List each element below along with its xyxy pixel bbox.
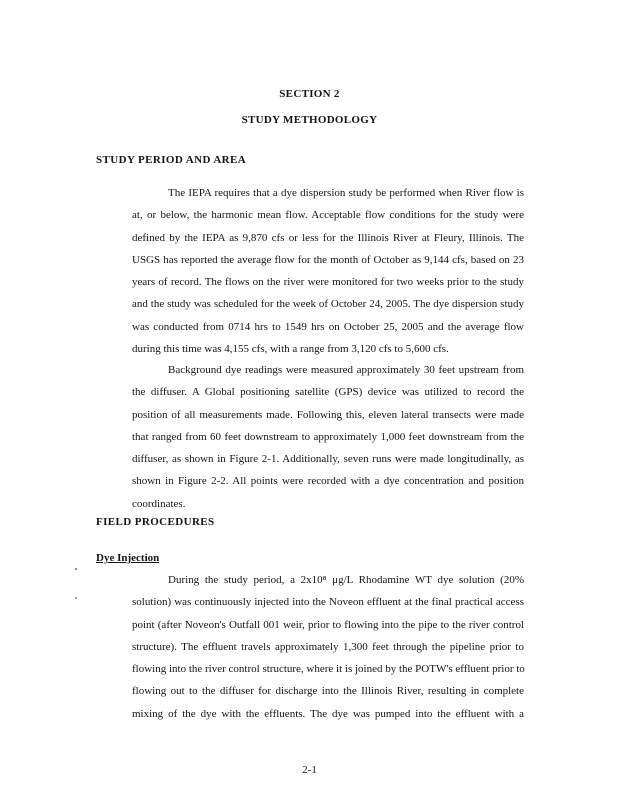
text-line: that ranged from 60 feet downstream to approximately 1,000 feet downstream from the <box>132 430 524 443</box>
text-line: solution) was continuously injected into the Noveon effluent at the final practical access <box>132 596 524 609</box>
text-line: shown in Figure 2-2. All points were recorded with a dye concentration and position <box>132 475 524 488</box>
text-line: was conducted from 0714 hrs to 1549 hrs on October 25, 2005 and the average flow <box>132 320 524 333</box>
text-line: flowing out to the diffuser for discharge into the Illinois River, resulting in complete <box>132 685 524 698</box>
text-line: mixing of the dye with the effluents. The dye was pumped into the effluent with a <box>132 707 524 720</box>
page-number: 2-1 <box>302 764 317 776</box>
field-procedures-heading: FIELD PROCEDURES <box>96 516 215 528</box>
dye-injection-subheading: Dye Injection <box>96 552 160 564</box>
study-period-heading: STUDY PERIOD AND AREA <box>96 154 247 166</box>
text-line: flowing into the river control structure, where it is joined by the POTW's effluent prior to <box>132 663 525 676</box>
paragraph-flow-conditions <box>96 182 524 360</box>
text-line: position of all measurements made. Following this, eleven lateral transects were made <box>132 408 524 421</box>
paragraph-dye-injection <box>96 569 524 725</box>
text-line: and the study was scheduled for the week of October 24, 2005. The dye dispersion study <box>132 298 524 311</box>
text-line: years of record. The flows on the river were monitored for two weeks prior to the study <box>132 276 524 289</box>
scan-speck <box>75 597 77 599</box>
text-line: diffuser, as shown in Figure 2-1. Additionally, seven runs were made longitudinally, as <box>132 453 524 466</box>
paragraph-background-readings <box>96 359 524 515</box>
text-line: coordinates. <box>132 497 186 510</box>
text-line: at, or below, the harmonic mean flow. Acceptable flow conditions for the study were <box>132 209 524 222</box>
text-line: the diffuser. A Global positioning satellite (GPS) device was utilized to record the <box>132 386 524 399</box>
text-line: The IEPA requires that a dye dispersion study be performed when River flow is <box>168 187 524 199</box>
text-line: USGS has reported the average flow for the month of October as 9,144 cfs, based on 23 <box>132 253 524 266</box>
text-line: defined by the IEPA as 9,870 cfs or less for the Illinois River at Fleury, Illinois. The <box>132 231 524 244</box>
text-line: Background dye readings were measured approximately 30 feet upstream from <box>168 364 524 376</box>
text-line: structure). The effluent travels approximately 1,300 feet through the pipeline prior to <box>132 640 524 653</box>
scan-speck <box>75 568 77 570</box>
text-line: During the study period, a 2x10⁸ μg/L Rhodamine WT dye solution (20% <box>168 574 524 586</box>
text-line: during this time was 4,155 cfs, with a range from 3,120 cfs to 5,600 cfs. <box>132 343 449 356</box>
section-title: STUDY METHODOLOGY <box>241 114 378 126</box>
section-label: SECTION 2 <box>279 88 340 100</box>
text-line: point (after Noveon's Outfall 001 weir, prior to flowing into the pipe to the river control <box>132 618 524 631</box>
